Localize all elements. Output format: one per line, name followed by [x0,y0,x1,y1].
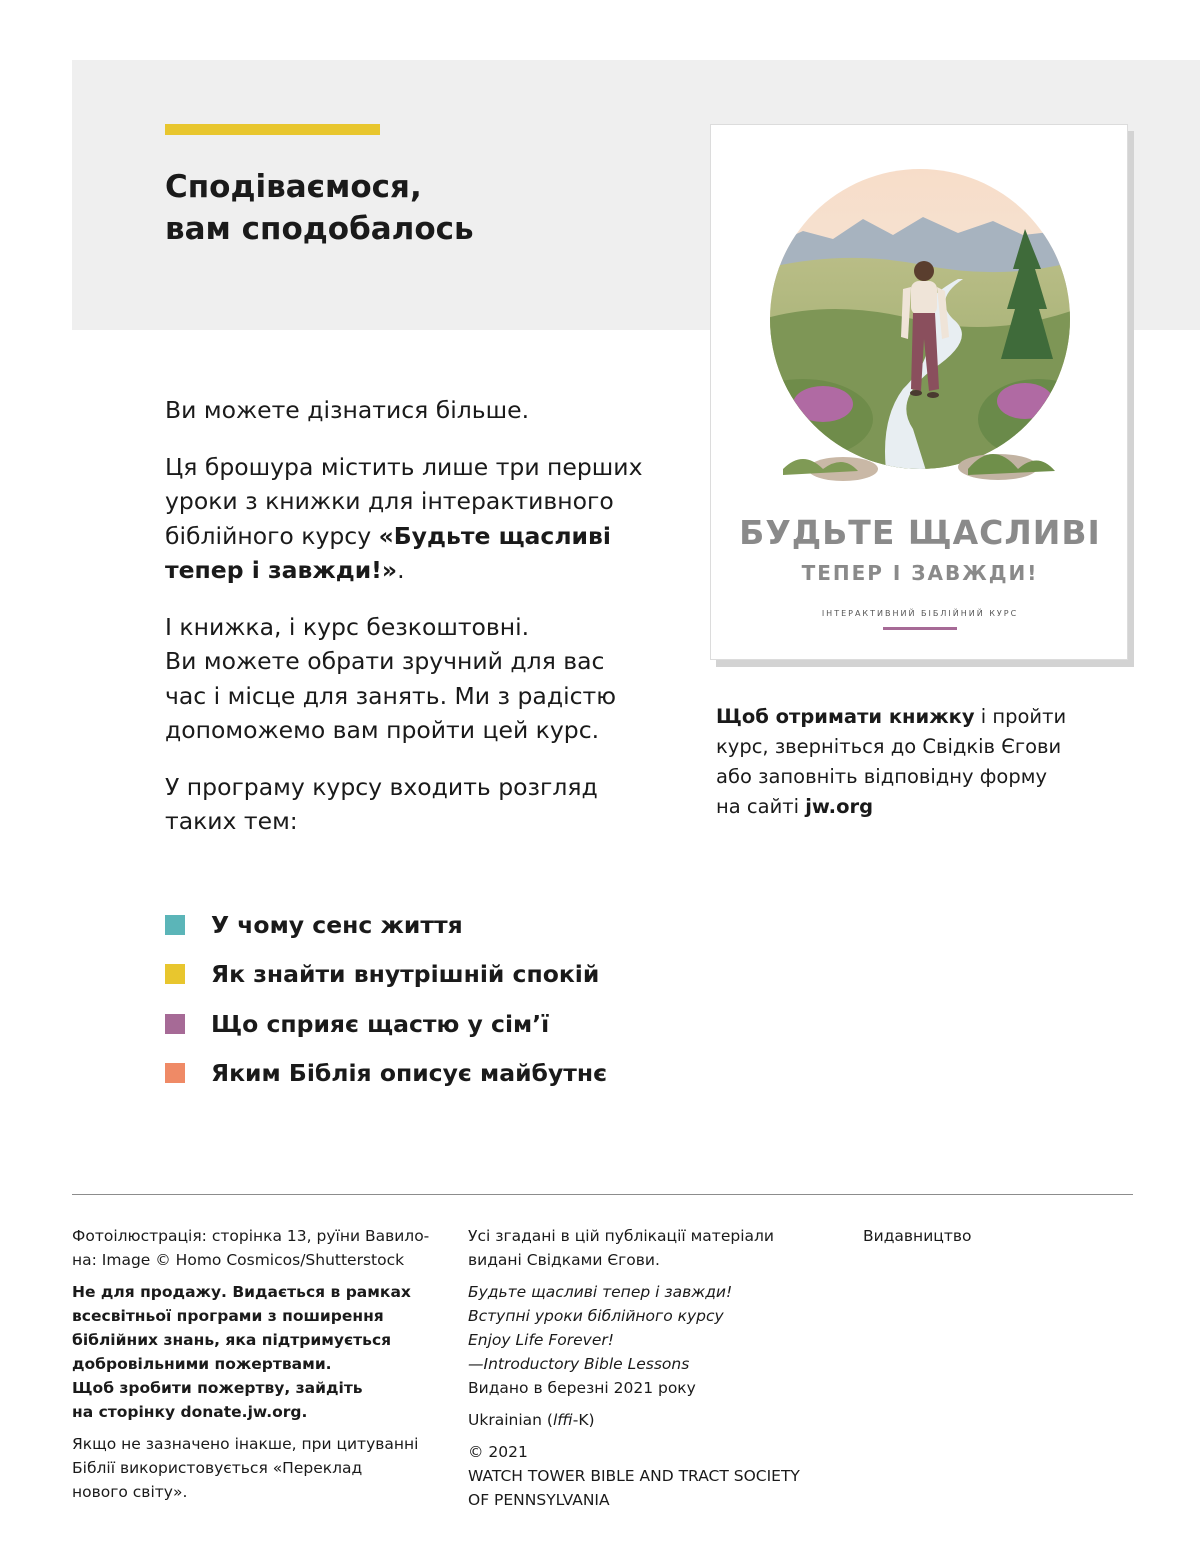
coral-square-icon [165,1063,185,1083]
topic-label: У чому сенс життя [211,910,463,939]
brochure-text-1: Ця брошура містить лише три перших [165,452,643,481]
call-to-action [716,702,1136,822]
list-item [165,999,607,1049]
copyright-3: OF PENNSYLVANIA [468,1491,610,1509]
language-code-a: Ukrainian ( [468,1411,553,1429]
page-title-line1: Сподіваємося, [165,169,422,205]
yellow-square-icon [165,964,185,984]
publisher-statement-2: видані Свідками Єгови. [468,1251,660,1269]
body-text [165,393,665,861]
cta-bold: Щоб отримати книжку [716,705,975,728]
pub-title-4: —Introductory Bible Lessons [468,1355,690,1373]
copyright-2: WATCH TOWER BIBLE AND TRACT SOCIETY [468,1467,800,1485]
page-title-line2: вам сподобалось [165,211,474,247]
cta-text-4: на сайті [716,795,806,818]
publisher-statement-1: Усі згадані в цій публікації матеріали [468,1227,774,1245]
teal-square-icon [165,915,185,935]
cta-text-1: і пройти [974,705,1067,728]
brochure-paragraph [165,450,665,588]
pub-title-1: Будьте щасливі тепер і завжди! [468,1283,733,1301]
publisher-label: Видавництво [863,1227,972,1245]
topic-list [165,900,607,1098]
photo-credit-1: Фотоілюстрація: сторінка 13, руїни Вавило- [72,1227,430,1245]
free-text-1: І книжка, і курс безкоштовні. [165,612,530,641]
brochure-text-2: уроки з книжки для інтерактивного [165,487,614,515]
language-code [468,1408,838,1432]
brochure-text-4: . [397,556,405,584]
notice-2: всесвітньої програми з поширення [72,1307,384,1325]
cover-subtitle: ІНТЕРАКТИВНИЙ БІБЛІЙНИЙ КУРС [821,609,1019,618]
copyright-1: © 2021 [468,1443,528,1461]
pub-title-3: Enjoy Life Forever! [468,1331,614,1349]
photo-credit-2: на: Image © Homo Cosmicos/Shutterstock [72,1251,405,1269]
footer-divider [72,1194,1133,1195]
language-code-c: -K) [572,1411,595,1429]
notice-4: добровільними пожертвами. [72,1355,332,1373]
program-paragraph [165,770,665,839]
free-text-4: допоможемо вам пройти цей курс. [165,716,600,744]
program-text-1: У програму курсу входить розгляд [165,772,598,801]
footer-col-credits [72,1224,432,1512]
title-accent-bar [165,124,380,135]
intro-text: Ви можете дізнатися більше. [165,396,530,424]
cover-accent-line [883,627,957,630]
free-text-2: Ви можете обрати зручний для вас [165,647,605,675]
photo-credit [72,1224,432,1272]
cta-text-2: курс, зверніться до Свідків Єгови [716,735,1062,758]
cta-text-3: або заповніть відповідну форму [716,765,1047,788]
language-code-b: lffi [552,1411,573,1429]
notice-3: біблійних знань, яка підтримується [72,1331,392,1349]
notice-5: Щоб зробити пожертву, зайдіть [72,1379,363,1397]
cover-title-secondary: ТЕПЕР І ЗАВЖДИ! [801,561,1039,585]
footer-col-publisher [863,1224,1063,1256]
page-title [165,166,645,250]
free-paragraph [165,610,665,748]
topic-label: Що сприяє щастю у сім’ї [211,1009,550,1038]
bible-note-3: нового світу». [72,1483,188,1501]
purple-square-icon [165,1014,185,1034]
donate-link[interactable]: на сторінку donate.jw.org. [72,1403,308,1421]
topic-label: Яким Біблія описує майбутнє [211,1059,608,1088]
bible-note-1: Якщо не зазначено інакше, при цитуванні [72,1435,419,1453]
topic-label: Як знайти внутрішній спокій [211,960,600,989]
pub-title-2: Вступні уроки біблійного курсу [468,1307,724,1325]
notice-1: Не для продажу. Видається в рамках [72,1283,411,1301]
program-text-2: таких тем: [165,807,298,835]
issue-date: Видано в березні 2021 року [468,1379,696,1397]
copyright [468,1440,838,1512]
list-item [165,900,607,950]
brochure-text-3: біблійного курсу [165,521,379,550]
jw-org-link[interactable]: jw.org [805,795,874,818]
list-item [165,950,607,1000]
cover-title: БУДЬТЕ ЩАСЛИВІ [739,513,1101,552]
not-for-sale-notice [72,1280,432,1424]
bible-translation-note [72,1432,432,1504]
publisher-statement [468,1224,838,1272]
publication-info [468,1280,838,1400]
list-item [165,1049,607,1099]
footer-col-publication [468,1224,838,1520]
book-cover [710,124,1128,660]
book-title-part2: тепер і завжди!» [165,556,398,584]
book-title-part1: «Будьте щасливі [378,521,611,550]
landscape-illustration [763,169,1077,509]
bible-note-2: Біблії використовується «Переклад [72,1459,363,1477]
intro-paragraph [165,393,665,428]
free-text-3: час і місце для занять. Ми з радістю [165,681,616,710]
